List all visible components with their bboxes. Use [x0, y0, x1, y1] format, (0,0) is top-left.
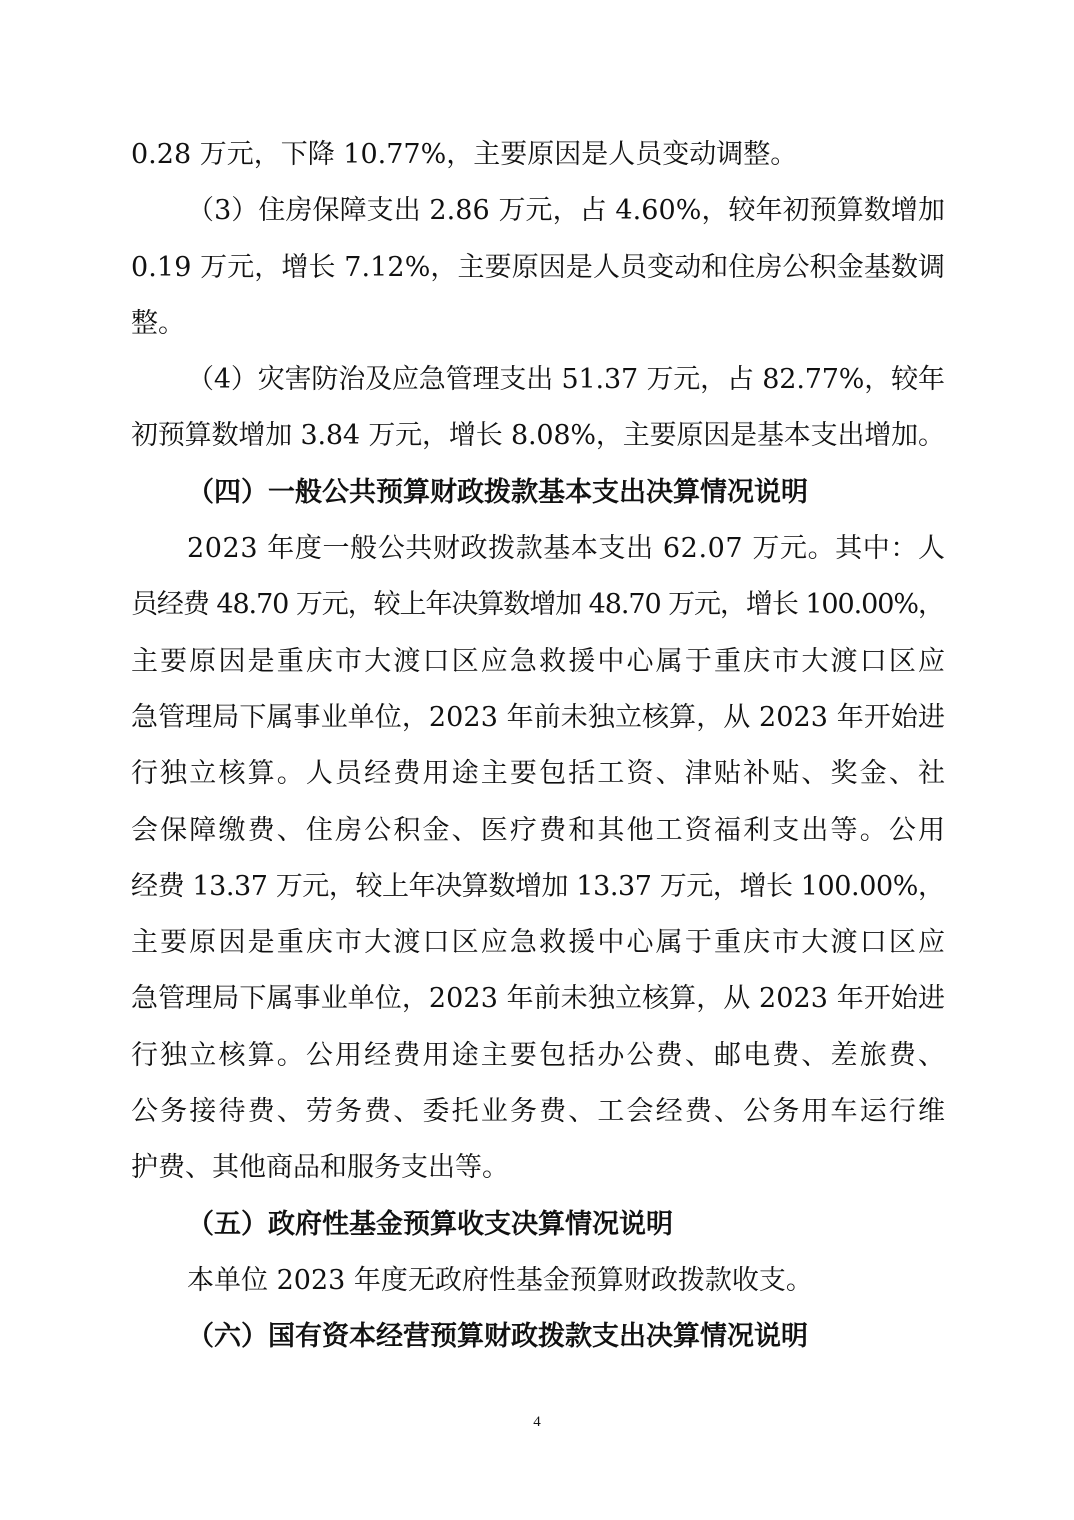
text-line-content: （3）住房保障支出 2.86 万元，占 4.60%，较年初预算数增加 — [187, 195, 946, 227]
text-line — [131, 1028, 948, 1084]
text-line-content: 主要原因是重庆市大渡口区应急救援中心属于重庆市大渡口区应 — [131, 927, 948, 959]
section-heading-line — [131, 1309, 945, 1365]
page-number: 4 — [533, 1414, 541, 1430]
text-line — [131, 521, 945, 577]
text-line-content: 行独立核算。公用经费用途主要包括办公费、邮电费、差旅费、 — [131, 1039, 948, 1071]
text-line-content: 急管理局下属事业单位，2023 年前未独立核算，从 2023 年开始进 — [131, 701, 946, 733]
text-line — [131, 803, 948, 859]
text-line — [131, 915, 948, 971]
text-line — [131, 408, 945, 464]
text-line-content: 主要原因是重庆市大渡口区应急救援中心属于重庆市大渡口区应 — [131, 645, 948, 677]
text-line-content: 行独立核算。人员经费用途主要包括工资、津贴补贴、奖金、社 — [131, 758, 948, 790]
text-line — [131, 577, 945, 633]
section-heading-line — [131, 465, 945, 521]
text-line — [131, 127, 945, 183]
text-line-content: 初预算数增加 3.84 万元，增长 8.08%，主要原因是基本支出增加。 — [131, 420, 945, 452]
section-heading: （五）政府性基金预算收支决算情况说明 — [187, 1208, 673, 1240]
text-line-content: 0.19 万元，增长 7.12%，主要原因是人员变动和住房公积金基数调 — [131, 251, 946, 283]
section-heading-line — [131, 1197, 945, 1253]
text-line-content: 员经费 48.70 万元，较上年决算数增加 48.70 万元，增长 100.00%， — [131, 589, 944, 621]
text-line-content: 2023 年度一般公共财政拨款基本支出 62.07 万元。其中：人 — [187, 533, 946, 565]
text-line-content: （4）灾害防治及应急管理支出 51.37 万元，占 82.77%，较年 — [187, 364, 945, 396]
section-heading: （四）一般公共预算财政拨款基本支出决算情况说明 — [187, 476, 808, 508]
text-line-content: 护费、其他商品和服务支出等。 — [131, 1152, 509, 1184]
text-line — [131, 859, 945, 915]
text-line — [131, 971, 945, 1027]
text-line — [131, 1140, 945, 1196]
text-line — [131, 1084, 948, 1140]
section-heading: （六）国有资本经营预算财政拨款支出决算情况说明 — [187, 1321, 808, 1353]
text-line — [131, 746, 948, 802]
document-body — [131, 127, 948, 1366]
text-line — [131, 352, 945, 408]
text-line-content: 会保障缴费、住房公积金、医疗费和其他工资福利支出等。公用 — [131, 814, 948, 846]
text-line-content: 整。 — [131, 307, 185, 339]
text-line — [131, 1253, 945, 1309]
text-line-content: 公务接待费、劳务费、委托业务费、工会经费、公务用车运行维 — [131, 1096, 948, 1128]
text-line — [131, 183, 945, 239]
text-line-content: 急管理局下属事业单位，2023 年前未独立核算，从 2023 年开始进 — [131, 983, 946, 1015]
text-line — [131, 634, 948, 690]
text-line — [131, 240, 945, 296]
text-line-content: 经费 13.37 万元，较上年决算数增加 13.37 万元，增长 100.00%， — [131, 870, 945, 902]
text-line — [131, 690, 945, 746]
text-line-content: 本单位 2023 年度无政府性基金预算财政拨款收支。 — [187, 1264, 813, 1296]
text-line-content: 0.28 万元，下降 10.77%，主要原因是人员变动调整。 — [131, 139, 798, 170]
text-line — [131, 296, 945, 352]
